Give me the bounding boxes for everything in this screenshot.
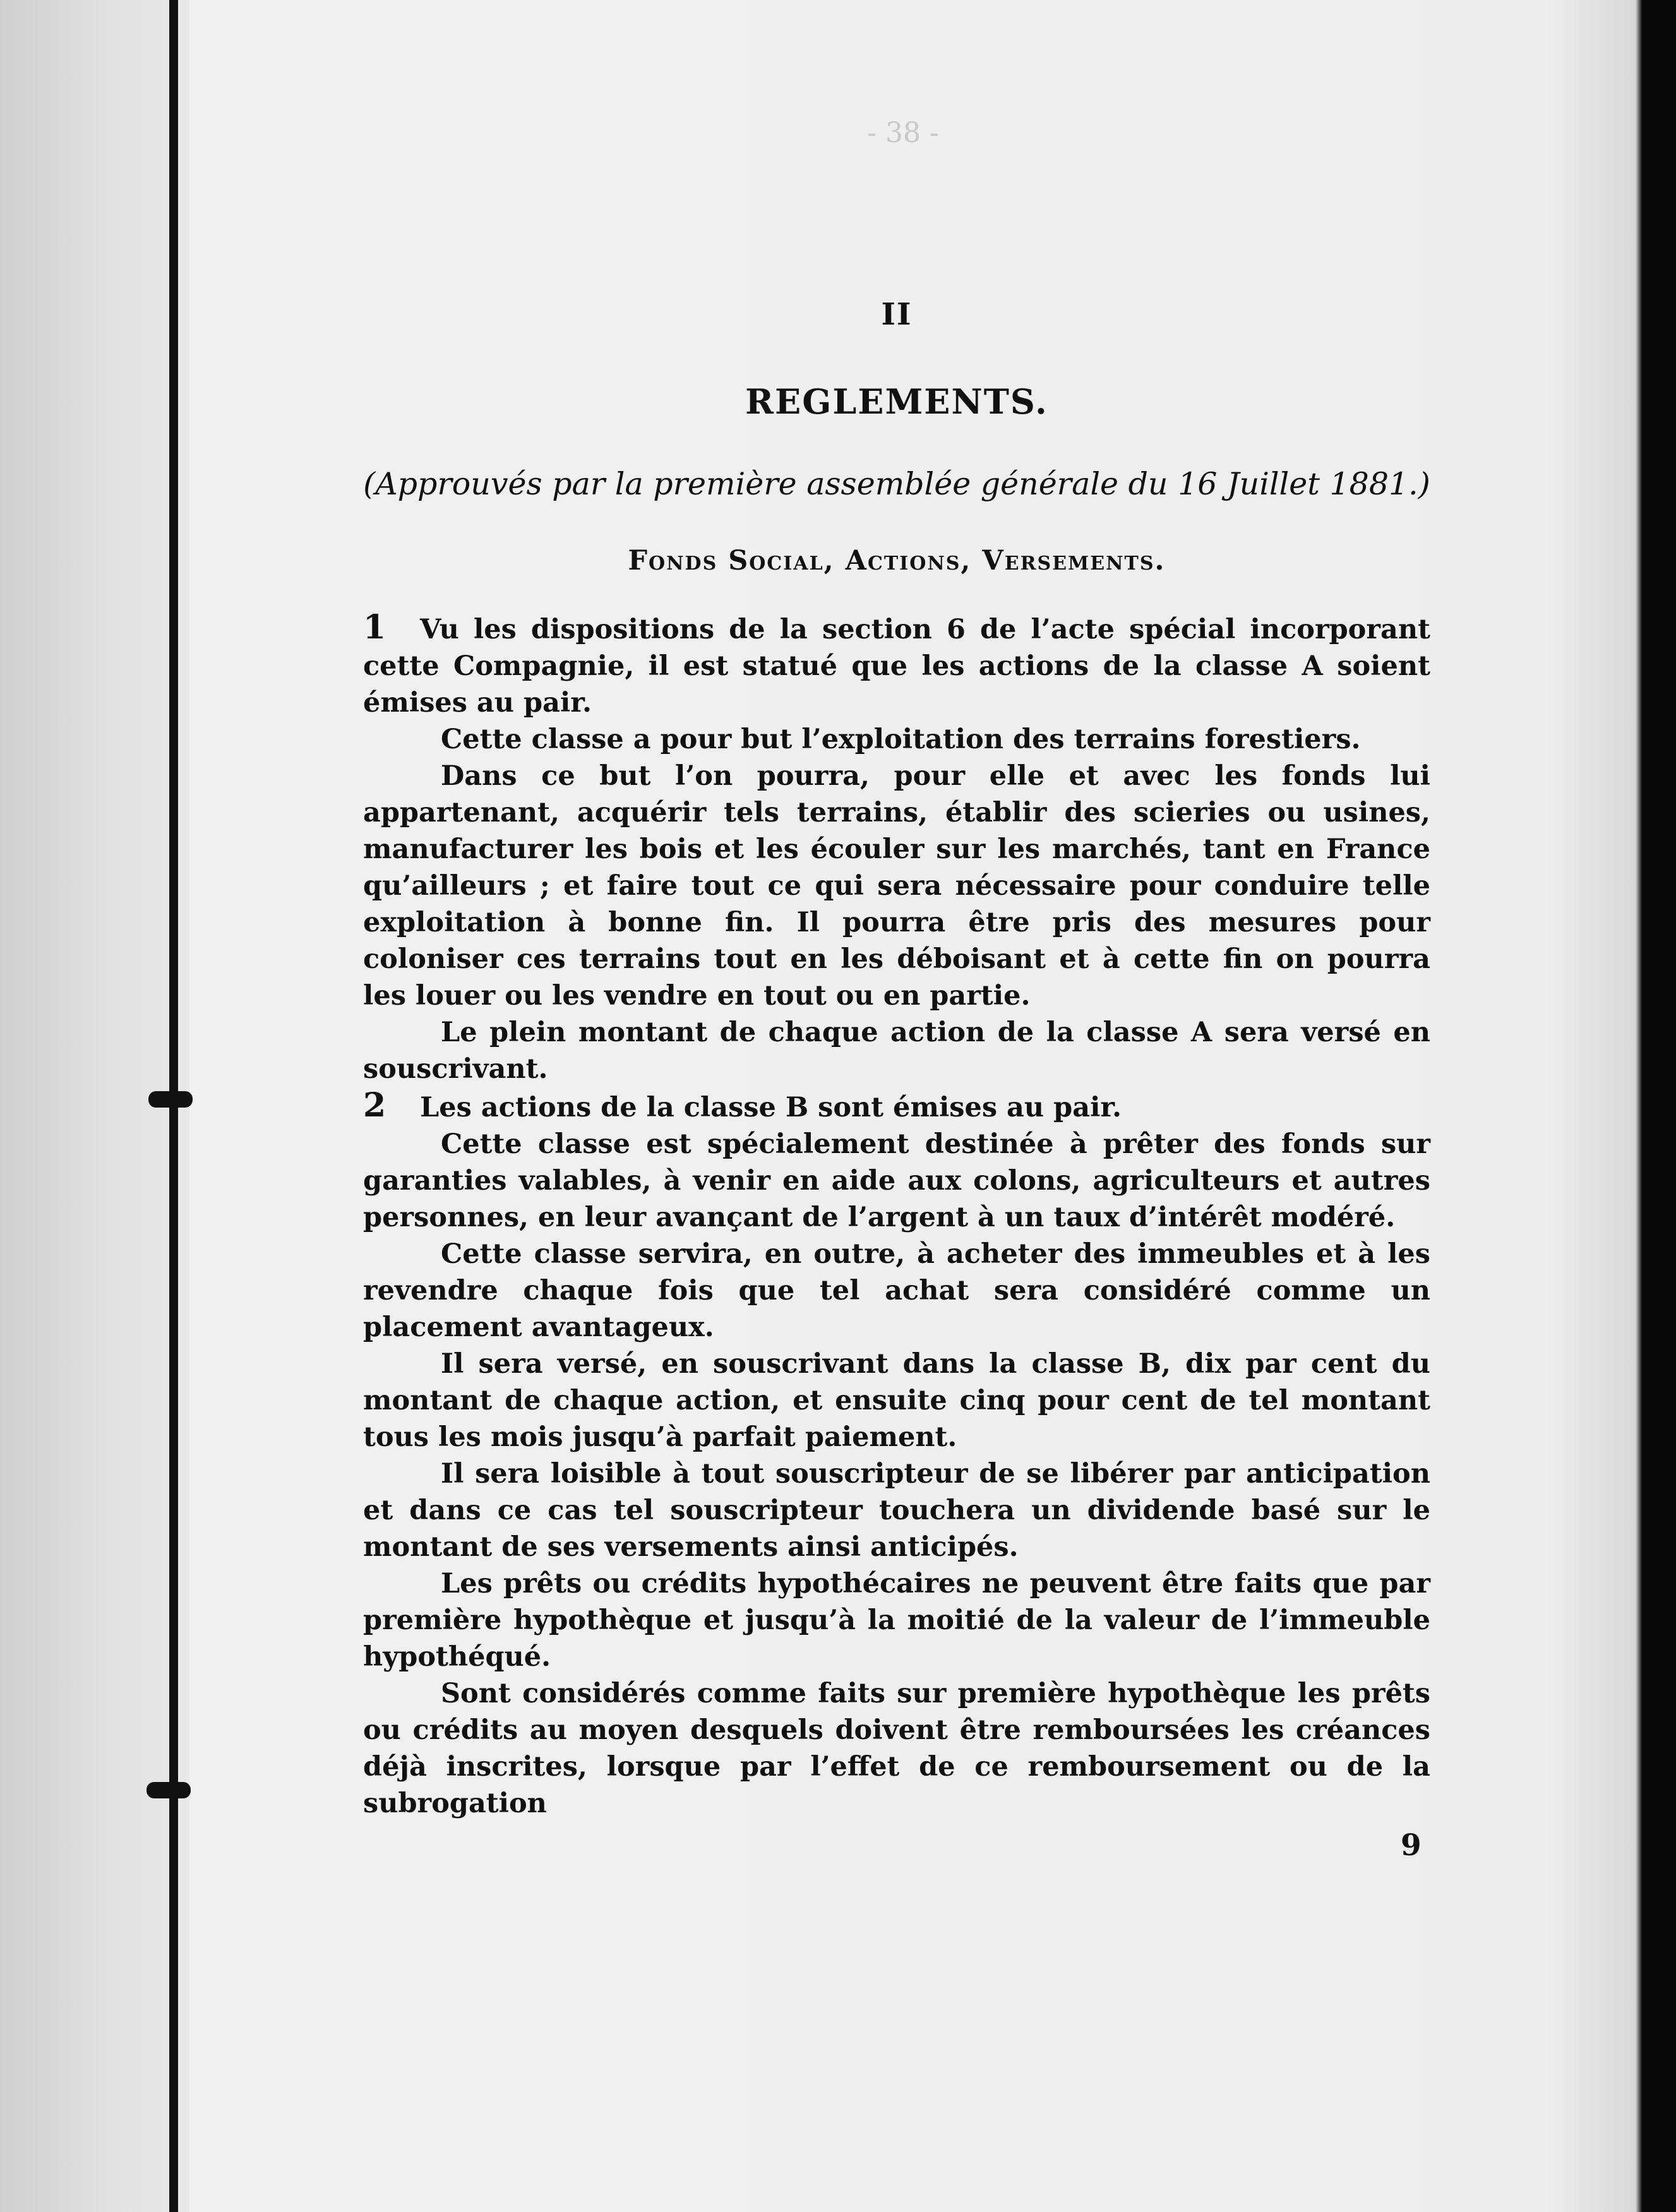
page-title: REGLEMENTS.	[745, 381, 1048, 422]
article-number: 2	[363, 1086, 386, 1125]
page-number: 9	[1401, 1828, 1422, 1863]
article-paragraph	[363, 1087, 1430, 1126]
text-paragraph: Cette classe a pour but l’exploitation des terrains forestiers.	[441, 724, 1361, 755]
binding-stitch	[147, 1782, 191, 1798]
text-paragraph: Cette classe est spécialement destinée à prêter des fonds sur garanties valables, à venir en aide aux colons, agriculteurs et autres personnes, en leur avançant de l’argent à un taux d’intérêt modéré.	[363, 1128, 1430, 1233]
document-content	[363, 297, 1430, 1822]
text-paragraph: Le plein montant de chaque action de la classe A sera versé en souscrivant.	[363, 1017, 1430, 1085]
text-paragraph: Sont considérés comme faits sur première hypothèque les prêts ou crédits au moyen desquels doivent être remboursées les créances déjà inscrites, lorsque par l’effet de ce remboursement ou de la subrogation	[363, 1678, 1430, 1819]
faint-page-header: - 38 -	[867, 117, 939, 149]
text-paragraph: Les prêts ou crédits hypothécaires ne peuvent être faits que par première hypothèque et jusqu’à la moitié de la valeur de l’immeuble hypothéqué.	[363, 1568, 1430, 1673]
paragraph-text: Les actions de la classe B sont émises au pair.	[420, 1092, 1122, 1123]
text-paragraph: Il sera loisible à tout souscripteur de se libérer par anticipation et dans ce cas tel souscripteur touchera un dividende basé sur le montant de ses versements ainsi anticipés.	[363, 1458, 1430, 1563]
section-heading: Fonds Social, Actions, Versements.	[628, 545, 1166, 577]
approval-note: (Approuvés par la première assemblée générale du 16 Juillet 1881.)	[363, 466, 1430, 502]
text-paragraph: Cette classe servira, en outre, à acheter des immeubles et à les revendre chaque fois que tel achat sera considéré comme un placement avantageux.	[363, 1238, 1430, 1343]
text-paragraph: Dans ce but l’on pourra, pour elle et avec les fonds lui appartenant, acquérir tels terrains, établir des scieries ou usines, manufacturer les bois et les écouler sur les marchés, tant en France qu’ailleurs ; et faire tout ce qui sera nécessaire pour conduire telle exploitation à bonne fin. Il pourra être pris des mesures pour coloniser ces terrains tout en les déboisant et à cette fin on pourra les louer ou les vendre en tout ou en partie.	[363, 760, 1430, 1012]
paragraph-text: Vu les dispositions de la section 6 de l’acte spécial incorporant cette Compagnie, il est statué que les actions de la classe A soient émises au pair.	[363, 614, 1430, 719]
article-paragraph	[363, 609, 1430, 721]
binding-stitch	[148, 1091, 193, 1108]
right-page-shadow	[1642, 0, 1676, 2212]
text-paragraph: Il sera versé, en souscrivant dans la classe B, dix par cent du montant de chaque action, et ensuite cinq pour cent de tel montant tous les mois jusqu’à parfait paiement.	[363, 1348, 1430, 1453]
article-number: 1	[363, 608, 386, 647]
section-number: II	[881, 297, 913, 332]
